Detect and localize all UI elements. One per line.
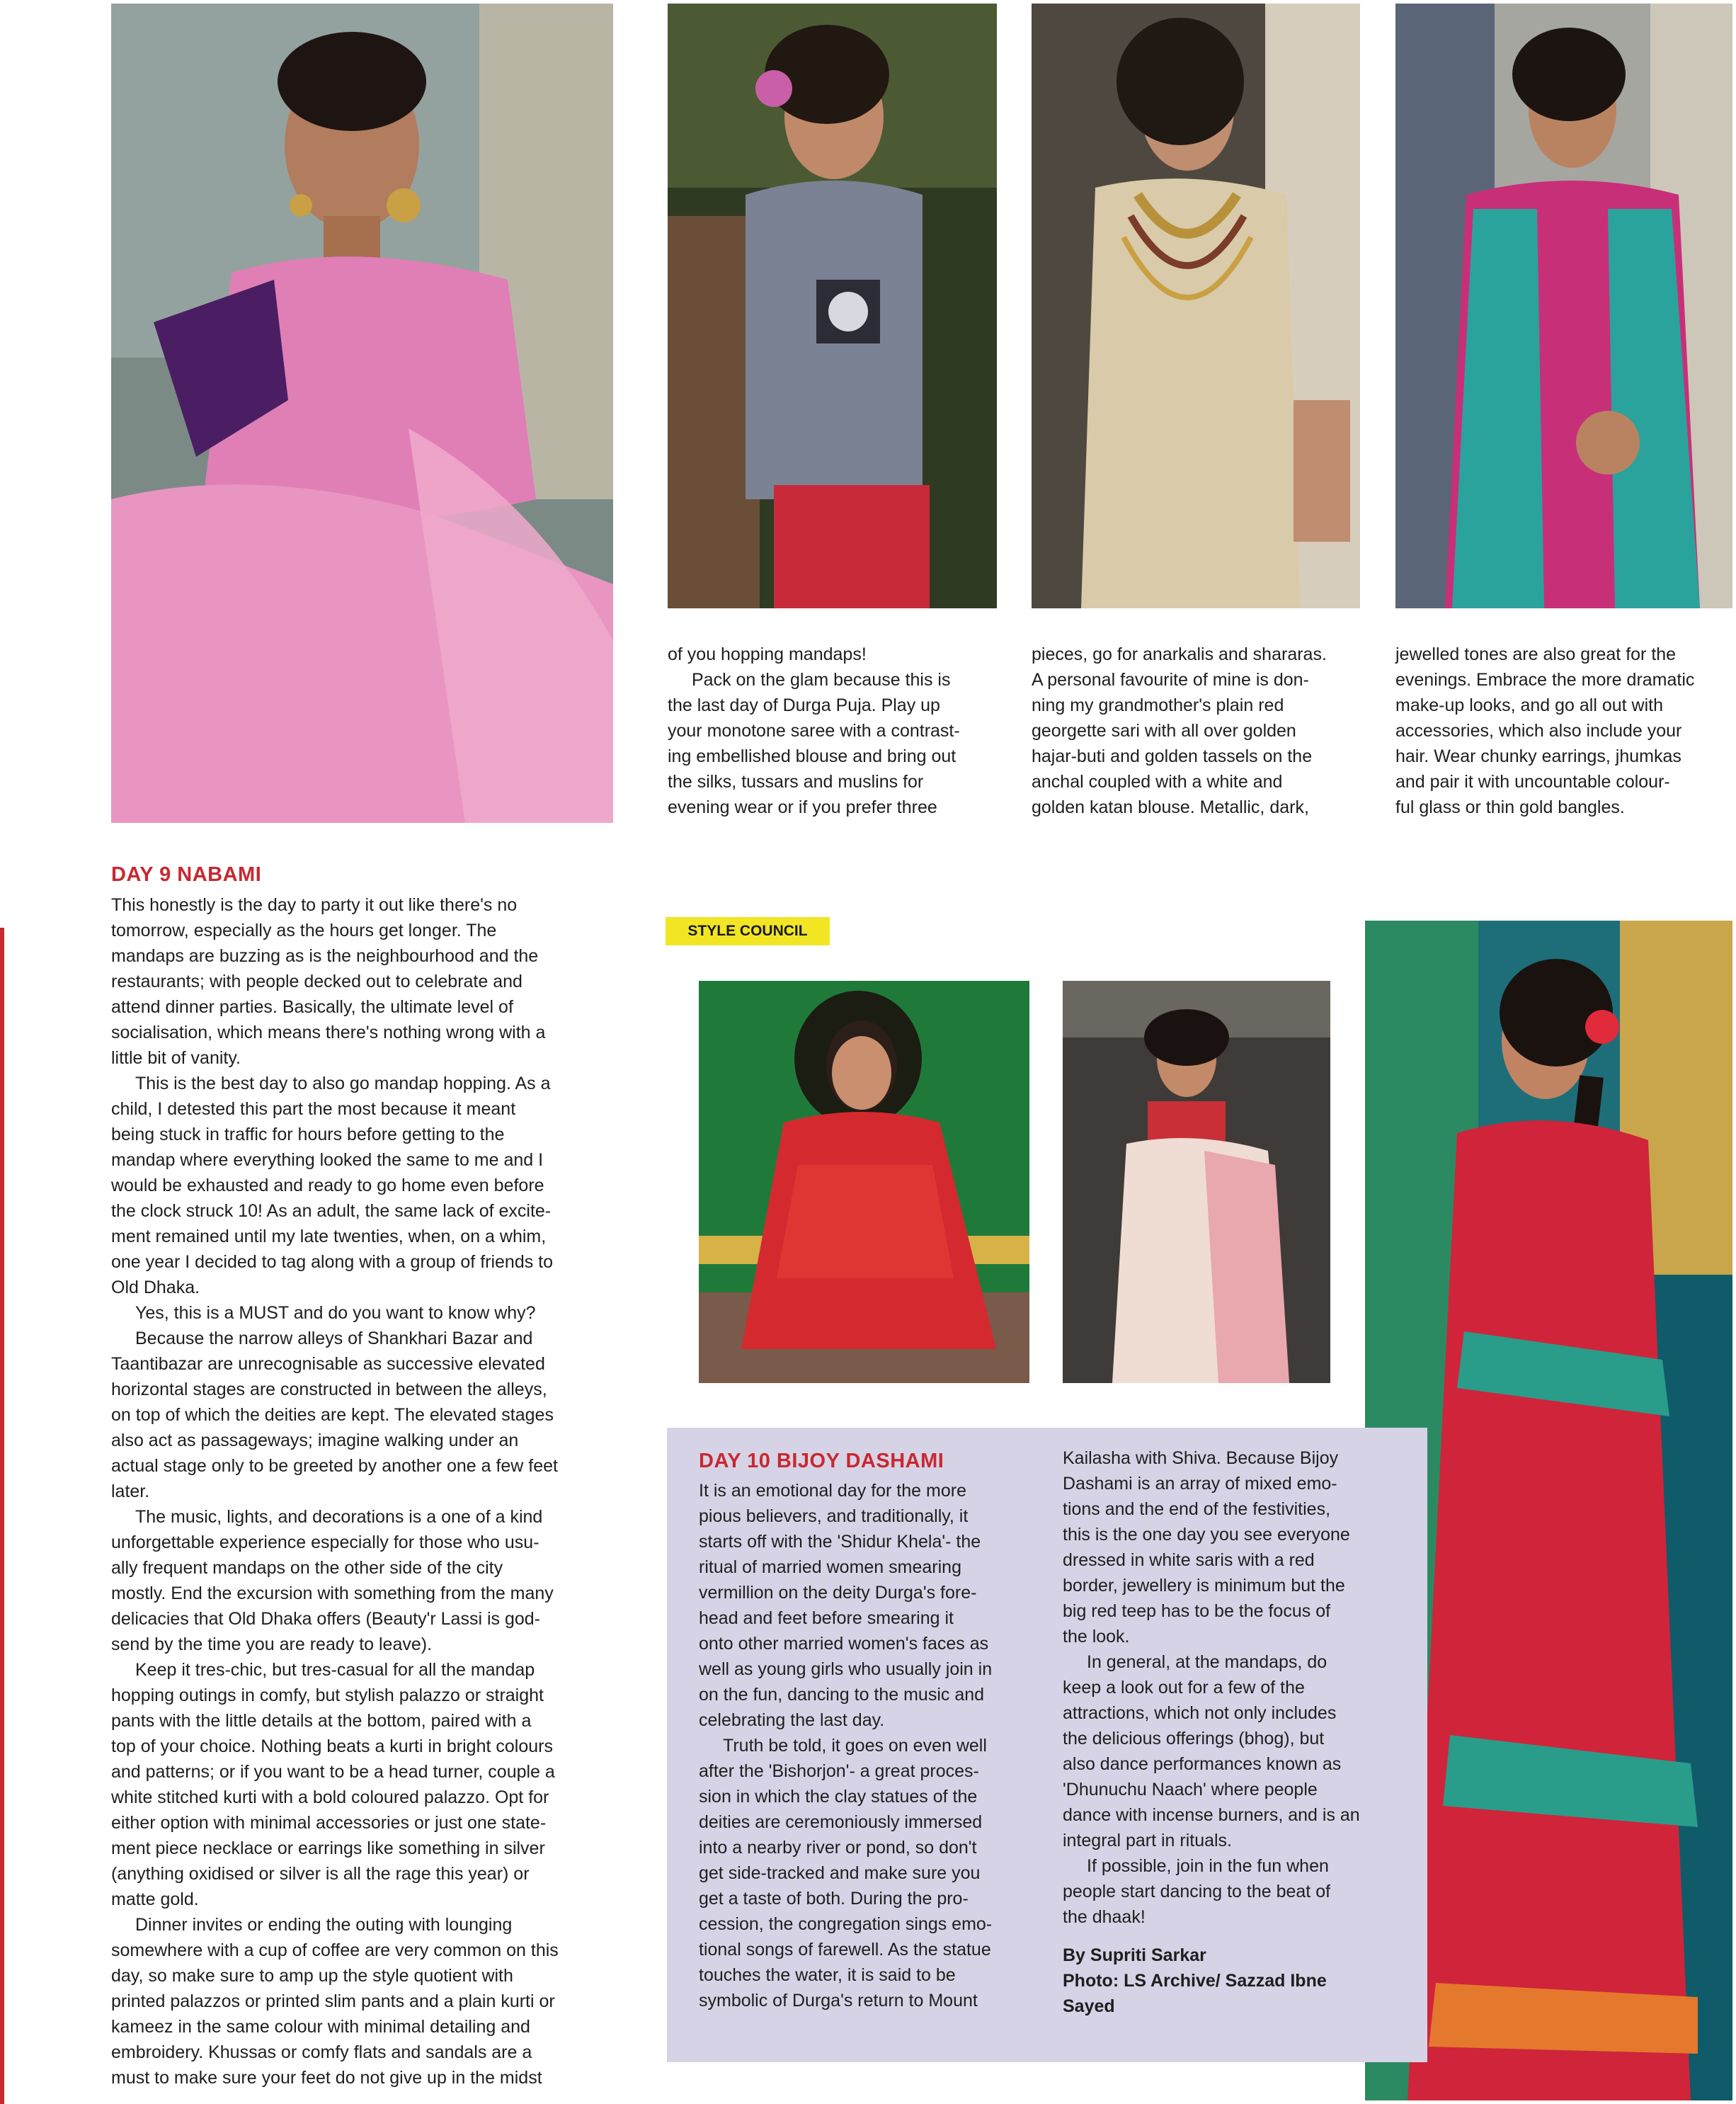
text-line: the last day of Durga Puja. Play up (668, 695, 940, 715)
text-line: child, I detested this part the most because it meant (111, 1099, 516, 1119)
text-line: deities are ceremoniously immersed (699, 1812, 983, 1832)
text-line: pieces, go for anarkalis and shararas. (1032, 644, 1327, 664)
text-line: Truth be told, it goes on even well (723, 1736, 987, 1756)
text-line: touches the water, it is said to be (699, 1965, 956, 1985)
text-line: ful glass or thin gold bangles. (1395, 797, 1625, 817)
text-line: white stitched kurti with a bold coloured palazzo. Opt for (111, 1787, 549, 1807)
top-column-3 (1395, 642, 1734, 820)
text-line: Dinner invites or ending the outing with lounging (135, 1915, 513, 1935)
text-line: embroidery. Khussas or comfy flats and sandals are a (111, 2042, 532, 2062)
text-line: Because the narrow alleys of Shankhari Bazar and (135, 1329, 533, 1348)
text-line: head and feet before smearing it (699, 1608, 954, 1628)
text-line: ing embellished blouse and bring out (668, 746, 956, 766)
text-line: mandap where everything looked the same to me and I (111, 1150, 544, 1170)
text-line: must to make sure your feet do not give up in the midst (111, 2068, 542, 2088)
text-line: evenings. Embrace the more dramatic (1395, 670, 1695, 690)
text-line: get side-tracked and make sure you (699, 1863, 981, 1883)
text-line: This honestly is the day to party it out like there's no (111, 895, 518, 915)
photo-white-red-saree (1063, 981, 1330, 1383)
text-line: hopping outings in comfy, but stylish palazzo or straight (111, 1685, 544, 1705)
text-line: printed palazzos or printed slim pants and a plain kurti or (111, 1991, 555, 2011)
day9-body (111, 892, 621, 2091)
text-line: pious believers, and traditionally, it (699, 1506, 969, 1526)
text-line: tomorrow, especially as the hours get longer. The (111, 921, 497, 940)
text-line: sion in which the clay statues of the (699, 1787, 978, 1807)
text-line: kameez in the same colour with minimal detailing and (111, 2017, 530, 2037)
text-line: A personal favourite of mine is don- (1032, 670, 1309, 690)
text-line: either option with minimal accessories or just one state- (111, 1813, 547, 1833)
text-line: your monotone saree with a contrast- (668, 721, 960, 741)
text-line: Old Dhaka. (111, 1278, 200, 1297)
text-line: matte gold. (111, 1889, 199, 1909)
text-line: hajar-buti and golden tassels on the (1032, 746, 1313, 766)
text-line: Keep it tres-chic, but tres-casual for all the mandap (135, 1660, 535, 1680)
text-line: Taantibazar are unrecognisable as successive elevated (111, 1354, 545, 1374)
text-line: somewhere with a cup of coffee are very common on this (111, 1940, 559, 1960)
text-line: georgette sari with all over golden (1032, 721, 1296, 741)
text-line: people start dancing to the beat of (1063, 1882, 1331, 1901)
text-line: Pack on the glam because this is (692, 670, 951, 690)
text-line: ning my grandmother's plain red (1032, 695, 1284, 715)
text-line: attractions, which not only includes (1063, 1703, 1337, 1723)
text-line: symbolic of Durga's return to Mount (699, 1991, 978, 2011)
text-line: vermillion on the deity Durga's fore- (699, 1583, 977, 1603)
text-line: mandaps are buzzing as is the neighbourhood and the (111, 946, 539, 966)
photo-grey-kurti (668, 4, 997, 608)
text-line: dance with incense burners, and is an (1063, 1805, 1360, 1825)
text-line: this is the one day you see everyone (1063, 1525, 1350, 1545)
day10-column-2 (1063, 1445, 1399, 2019)
text-line: little bit of vanity. (111, 1048, 241, 1068)
text-line: the look. (1063, 1627, 1130, 1647)
text-line: 'Dhunuchu Naach' where people (1063, 1780, 1318, 1799)
photo-magenta-kurti (1395, 4, 1732, 608)
text-line: attend dinner parties. Basically, the ultimate level of (111, 997, 513, 1017)
text-line: In general, at the mandaps, do (1087, 1652, 1327, 1672)
photo-credit: Sayed (1063, 1996, 1115, 2016)
text-line: the dhaak! (1063, 1907, 1146, 1927)
text-line: into a nearby river or pond, so don't (699, 1838, 977, 1858)
top-column-1 (668, 642, 1000, 820)
text-line: make-up looks, and go all out with (1395, 695, 1663, 715)
photo-pink-saree (111, 4, 613, 823)
text-line: Kailasha with Shiva. Because Bijoy (1063, 1448, 1339, 1468)
text-line: anchal coupled with a white and (1032, 772, 1283, 792)
text-line: the delicious offerings (bhog), but (1063, 1729, 1325, 1748)
text-line: It is an emotional day for the more (699, 1481, 966, 1501)
text-line: ment remained until my late twenties, when, on a whim, (111, 1227, 547, 1246)
photo-cream-saree (1032, 4, 1360, 608)
text-line: after the 'Bishorjon'- a great proces- (699, 1761, 979, 1781)
text-line: integral part in rituals. (1063, 1831, 1233, 1850)
text-line: hair. Wear chunky earrings, jhumkas (1395, 746, 1681, 766)
day10-column-1 (699, 1478, 1035, 2013)
text-line: (anything oxidised or silver is all the rage this year) or (111, 1864, 530, 1884)
section-rule (0, 928, 4, 2104)
text-line: ritual of married women smearing (699, 1557, 961, 1577)
text-line: and pair it with uncountable colour- (1395, 772, 1670, 792)
text-line: actual stage only to be greeted by another one a few feet (111, 1456, 558, 1476)
text-line: onto other married women's faces as (699, 1634, 989, 1654)
text-line: and patterns; or if you want to be a head turner, couple a (111, 1762, 555, 1782)
text-line: dressed in white saris with a red (1063, 1550, 1315, 1570)
text-line: ment piece necklace or earrings like something in silver (111, 1838, 545, 1858)
day9-heading: DAY 9 NABAMI (111, 863, 262, 886)
text-line: the clock struck 10! As an adult, the same lack of excite- (111, 1201, 552, 1221)
text-line: on top of which the deities are kept. The elevated stages (111, 1405, 554, 1425)
text-line: celebrating the last day. (699, 1710, 885, 1730)
text-line: of you hopping mandaps! (668, 644, 867, 664)
day10-heading: DAY 10 BIJOY DASHAMI (699, 1450, 944, 1472)
text-line: send by the time you are ready to leave). (111, 1634, 433, 1654)
text-line: well as young girls who usually join in (699, 1659, 993, 1679)
text-line: would be exhausted and ready to go home even before (111, 1176, 544, 1195)
spacer (1063, 1930, 1399, 1943)
text-line: Yes, this is a MUST and do you want to know why? (135, 1303, 536, 1323)
text-line: jewelled tones are also great for the (1395, 644, 1677, 664)
text-line: also dance performances known as (1063, 1754, 1342, 1774)
text-line: Dashami is an array of mixed emo- (1063, 1474, 1337, 1494)
text-line: also act as passageways; imagine walking under an (111, 1431, 519, 1450)
section-tag: STYLE COUNCIL (666, 917, 830, 945)
text-line: cession, the congregation sings emo- (699, 1914, 993, 1934)
photo-red-saree-seated (699, 981, 1029, 1383)
text-line: delicacies that Old Dhaka offers (Beauty'r Lassi is god- (111, 1609, 540, 1629)
text-line: The music, lights, and decorations is a one of a kind (135, 1507, 543, 1527)
text-line: pants with the little details at the bottom, paired with a (111, 1711, 532, 1731)
text-line: one year I decided to tag along with a group of friends to (111, 1252, 554, 1272)
text-line: top of your choice. Nothing beats a kurti in bright colours (111, 1736, 553, 1756)
text-line: keep a look out for a few of the (1063, 1678, 1305, 1698)
text-line: get a taste of both. During the pro- (699, 1889, 969, 1909)
text-line: on the fun, dancing to the music and (699, 1685, 985, 1705)
text-line: golden katan blouse. Metallic, dark, (1032, 797, 1309, 817)
text-line: later. (111, 1482, 150, 1501)
text-line: unforgettable experience especially for those who usu- (111, 1532, 539, 1552)
text-line: tions and the end of the festivities, (1063, 1499, 1331, 1519)
text-line: socialisation, which means there's nothing wrong with a (111, 1023, 546, 1042)
text-line: If possible, join in the fun when (1087, 1856, 1329, 1876)
text-line: starts off with the 'Shidur Khela'- the (699, 1532, 981, 1552)
text-line: being stuck in traffic for hours before getting to the (111, 1125, 505, 1144)
text-line: day, so make sure to amp up the style quotient with (111, 1966, 513, 1986)
text-line: evening wear or if you prefer three (668, 797, 937, 817)
photo-credit: Photo: LS Archive/ Sazzad Ibne (1063, 1971, 1327, 1991)
text-line: horizontal stages are constructed in between the alleys, (111, 1380, 547, 1399)
text-line: tional songs of farewell. As the statue (699, 1940, 991, 1960)
text-line: This is the best day to also go mandap hopping. As a (135, 1074, 551, 1093)
text-line: big red teep has to be the focus of (1063, 1601, 1331, 1621)
text-line: accessories, which also include your (1395, 721, 1682, 741)
text-line: restaurants; with people decked out to celebrate and (111, 972, 522, 991)
top-column-2 (1032, 642, 1364, 820)
text-line: mostly. End the excursion with something from the many (111, 1583, 554, 1603)
text-line: ally frequent mandaps on the other side of the city (111, 1558, 503, 1578)
byline: By Supriti Sarkar (1063, 1945, 1206, 1965)
text-line: border, jewellery is minimum but the (1063, 1576, 1345, 1596)
text-line: the silks, tussars and muslins for (668, 772, 924, 792)
